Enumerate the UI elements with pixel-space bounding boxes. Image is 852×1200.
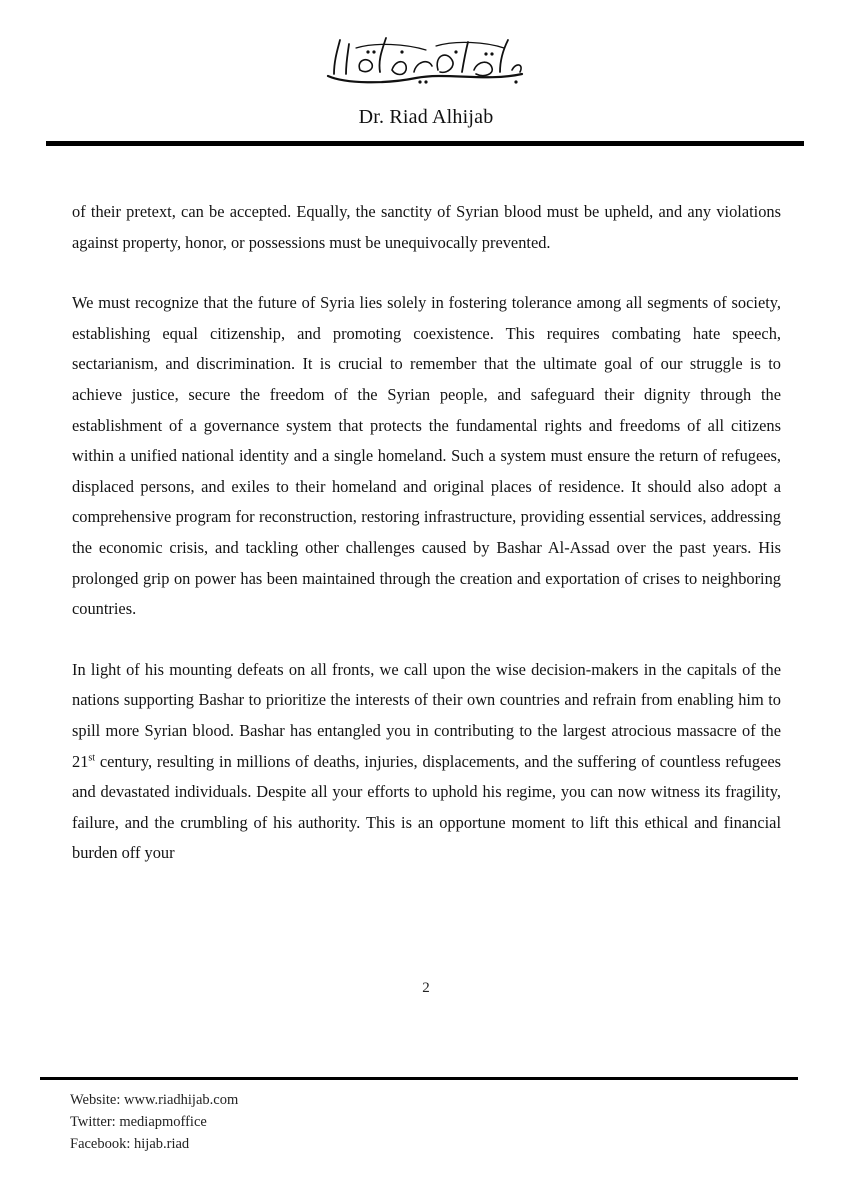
paragraph-3-text-before: In light of his mounting defeats on all fronts, we call upon the wise decision-makers in the capitals of the nations supporting Bashar to prioritize the interests of their own countries and refrain from enabling him to spill more Syrian blood. Bashar has entangled you in contributing to the largest atrocious massacre of the 21 [72, 659, 781, 771]
paragraph-3 [72, 655, 781, 869]
header-divider [46, 141, 804, 146]
paragraph-2: We must recognize that the future of Syria lies solely in fostering tolerance among all segments of society, establishing equal citizenship, and promoting coexistence. This requires combating hate speech, sectarianism, and discrimination. It is crucial to remember that the ultimate goal of our struggle is to achieve justice, secure the freedom of the Syrian people, and safeguard their dignity through the establishment of a governance system that protects the fundamental rights and freedoms of all citizens within a unified national identity and a single homeland. Such a system must ensure the return of refugees, displaced persons, and exiles to their homeland and original places of residence. It should also adopt a comprehensive program for reconstruction, restoring infrastructure, providing essential services, addressing the economic crisis, and tackling other challenges caused by Bashar Al-Assad over the past years. His prolonged grip on power has been maintained through the creation and exportation of crises to neighboring countries. [72, 293, 781, 619]
paragraph-1: of their pretext, can be accepted. Equally, the sanctity of Syrian blood must be upheld, and any violations against property, honor, or possessions must be unequivocally prevented. [72, 202, 781, 252]
footer-facebook: Facebook: hijab.riad [70, 1136, 190, 1152]
author-name-header: Dr. Riad Alhijab [358, 106, 494, 128]
calligraphy-logo [316, 30, 536, 90]
footer-twitter: Twitter: mediapmoffice [70, 1114, 207, 1130]
footer [70, 1089, 238, 1155]
footer-website: Website: www.riadhijab.com [70, 1092, 239, 1108]
document-body [72, 197, 781, 869]
page-number: 2 [422, 980, 430, 996]
footer-divider [40, 1077, 798, 1080]
ordinal-superscript: st [88, 752, 96, 764]
calligraphy-logo-graphic [316, 30, 536, 90]
paragraph-3-text-after: century, resulting in millions of deaths, injuries, displacements, and the suffering of countless refugees and devastated individuals. Despite all your efforts to uphold his regime, you can now witness its fragility, failure, and the crumbling of his authority. This is an opportune moment to lift this ethical and financial burden off your [72, 751, 781, 863]
